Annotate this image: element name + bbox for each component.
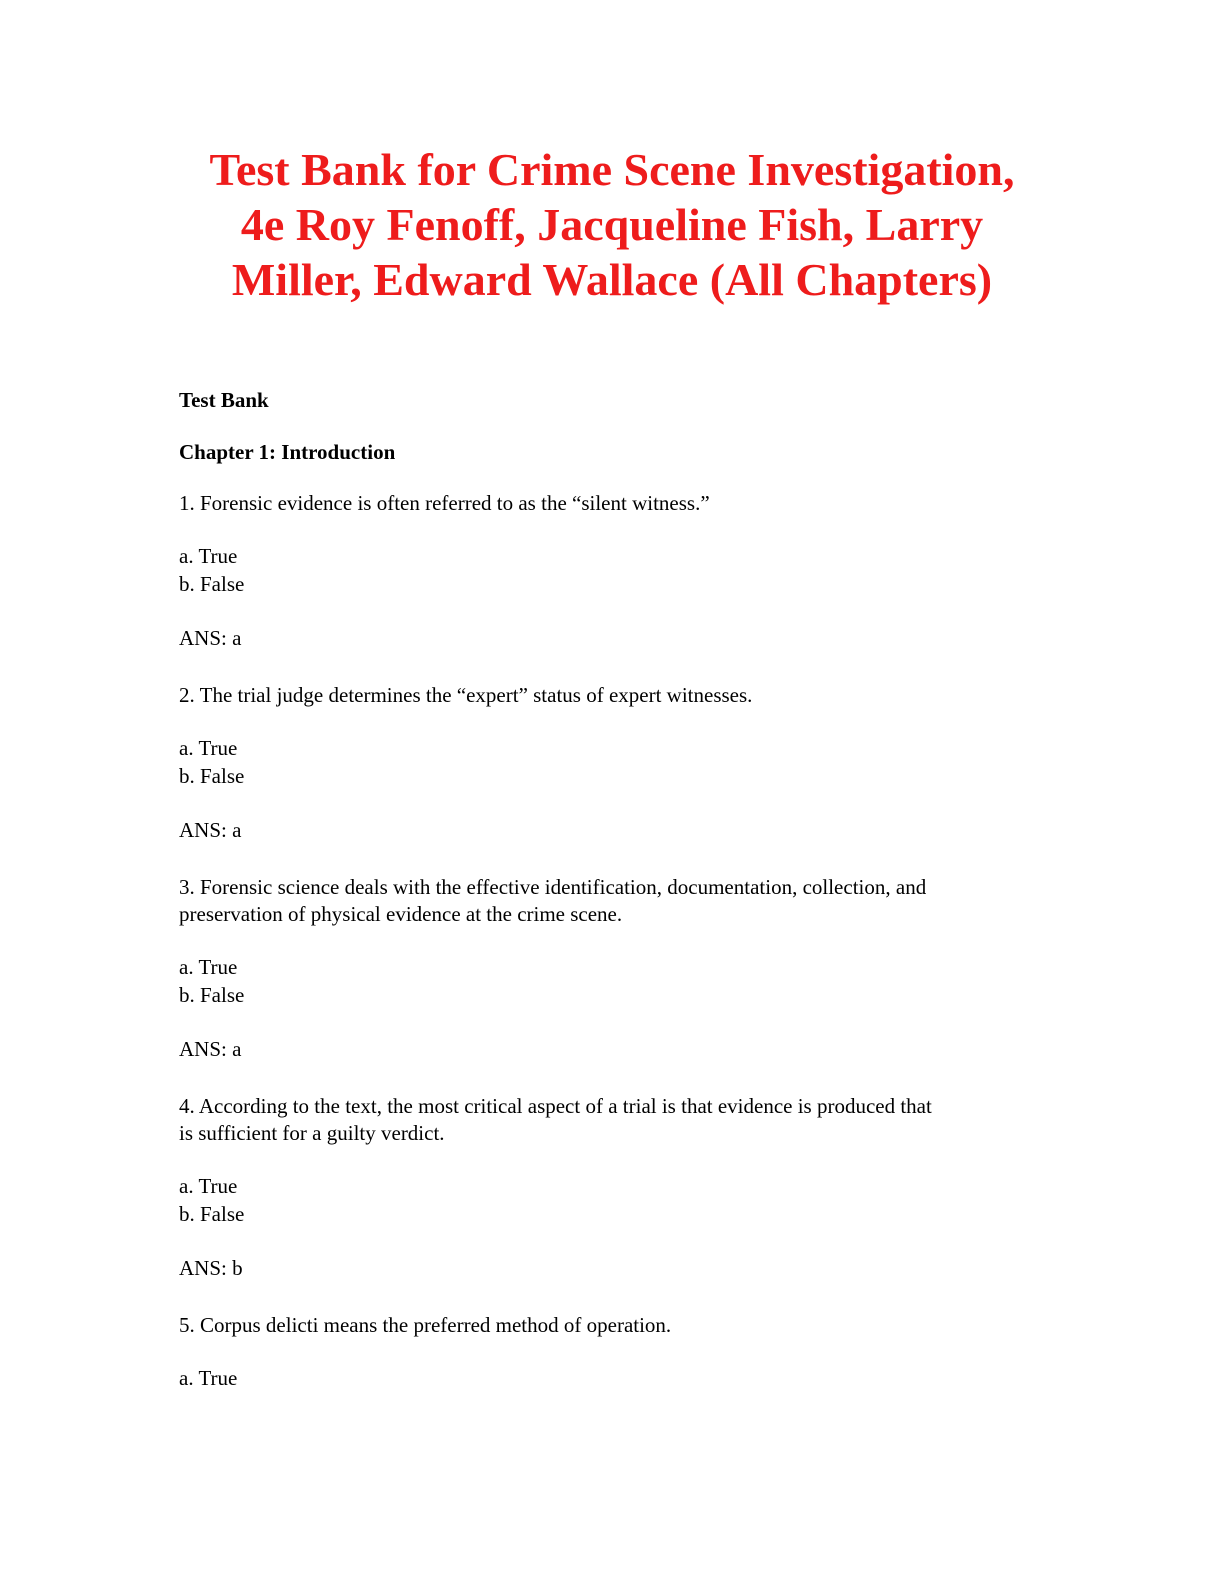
question-line: 3. Forensic science deals with the effective identification, documentation, collection, and bbox=[179, 875, 927, 899]
title-line: Test Bank for Crime Scene Investigation, bbox=[209, 144, 1015, 195]
option-item: b. False bbox=[179, 763, 245, 788]
option-item: a. True bbox=[179, 1366, 238, 1390]
section-label: Test Bank bbox=[179, 388, 269, 412]
option-list bbox=[179, 1365, 1059, 1393]
option-list bbox=[179, 543, 1059, 598]
question-block bbox=[179, 682, 1059, 844]
document-title bbox=[150, 142, 1074, 307]
document-body bbox=[179, 386, 1059, 1420]
question-text: 5. Corpus delicti means the preferred method of operation. bbox=[179, 1313, 672, 1337]
title-line: Miller, Edward Wallace (All Chapters) bbox=[231, 254, 993, 305]
answer-text: ANS: a bbox=[179, 818, 242, 842]
question-line: 4. According to the text, the most critical aspect of a trial is that evidence is produced that bbox=[179, 1094, 932, 1118]
question-line: is sufficient for a guilty verdict. bbox=[179, 1121, 445, 1145]
question-text: 1. Forensic evidence is often referred to as the “silent witness.” bbox=[179, 491, 710, 515]
question-text: 2. The trial judge determines the “expert” status of expert witnesses. bbox=[179, 683, 753, 707]
option-item: a. True bbox=[179, 1174, 238, 1198]
option-item: a. True bbox=[179, 544, 238, 568]
option-list bbox=[179, 1173, 1059, 1228]
option-list bbox=[179, 954, 1059, 1009]
question-block bbox=[179, 874, 1059, 1063]
question-text bbox=[179, 874, 1059, 928]
option-item: a. True bbox=[179, 955, 238, 979]
answer-text: ANS: a bbox=[179, 626, 242, 650]
option-item: b. False bbox=[179, 571, 245, 596]
chapter-heading: Chapter 1: Introduction bbox=[179, 440, 396, 464]
answer-text: ANS: b bbox=[179, 1256, 243, 1280]
question-block bbox=[179, 490, 1059, 652]
option-item: b. False bbox=[179, 1201, 245, 1226]
option-list bbox=[179, 735, 1059, 790]
question-line: preservation of physical evidence at the crime scene. bbox=[179, 902, 623, 926]
answer-text: ANS: a bbox=[179, 1037, 242, 1061]
option-item: b. False bbox=[179, 982, 245, 1007]
question-text bbox=[179, 1093, 1059, 1147]
question-block bbox=[179, 1312, 1059, 1393]
question-block bbox=[179, 1093, 1059, 1282]
option-item: a. True bbox=[179, 736, 238, 760]
title-line: 4e Roy Fenoff, Jacqueline Fish, Larry bbox=[240, 199, 984, 250]
